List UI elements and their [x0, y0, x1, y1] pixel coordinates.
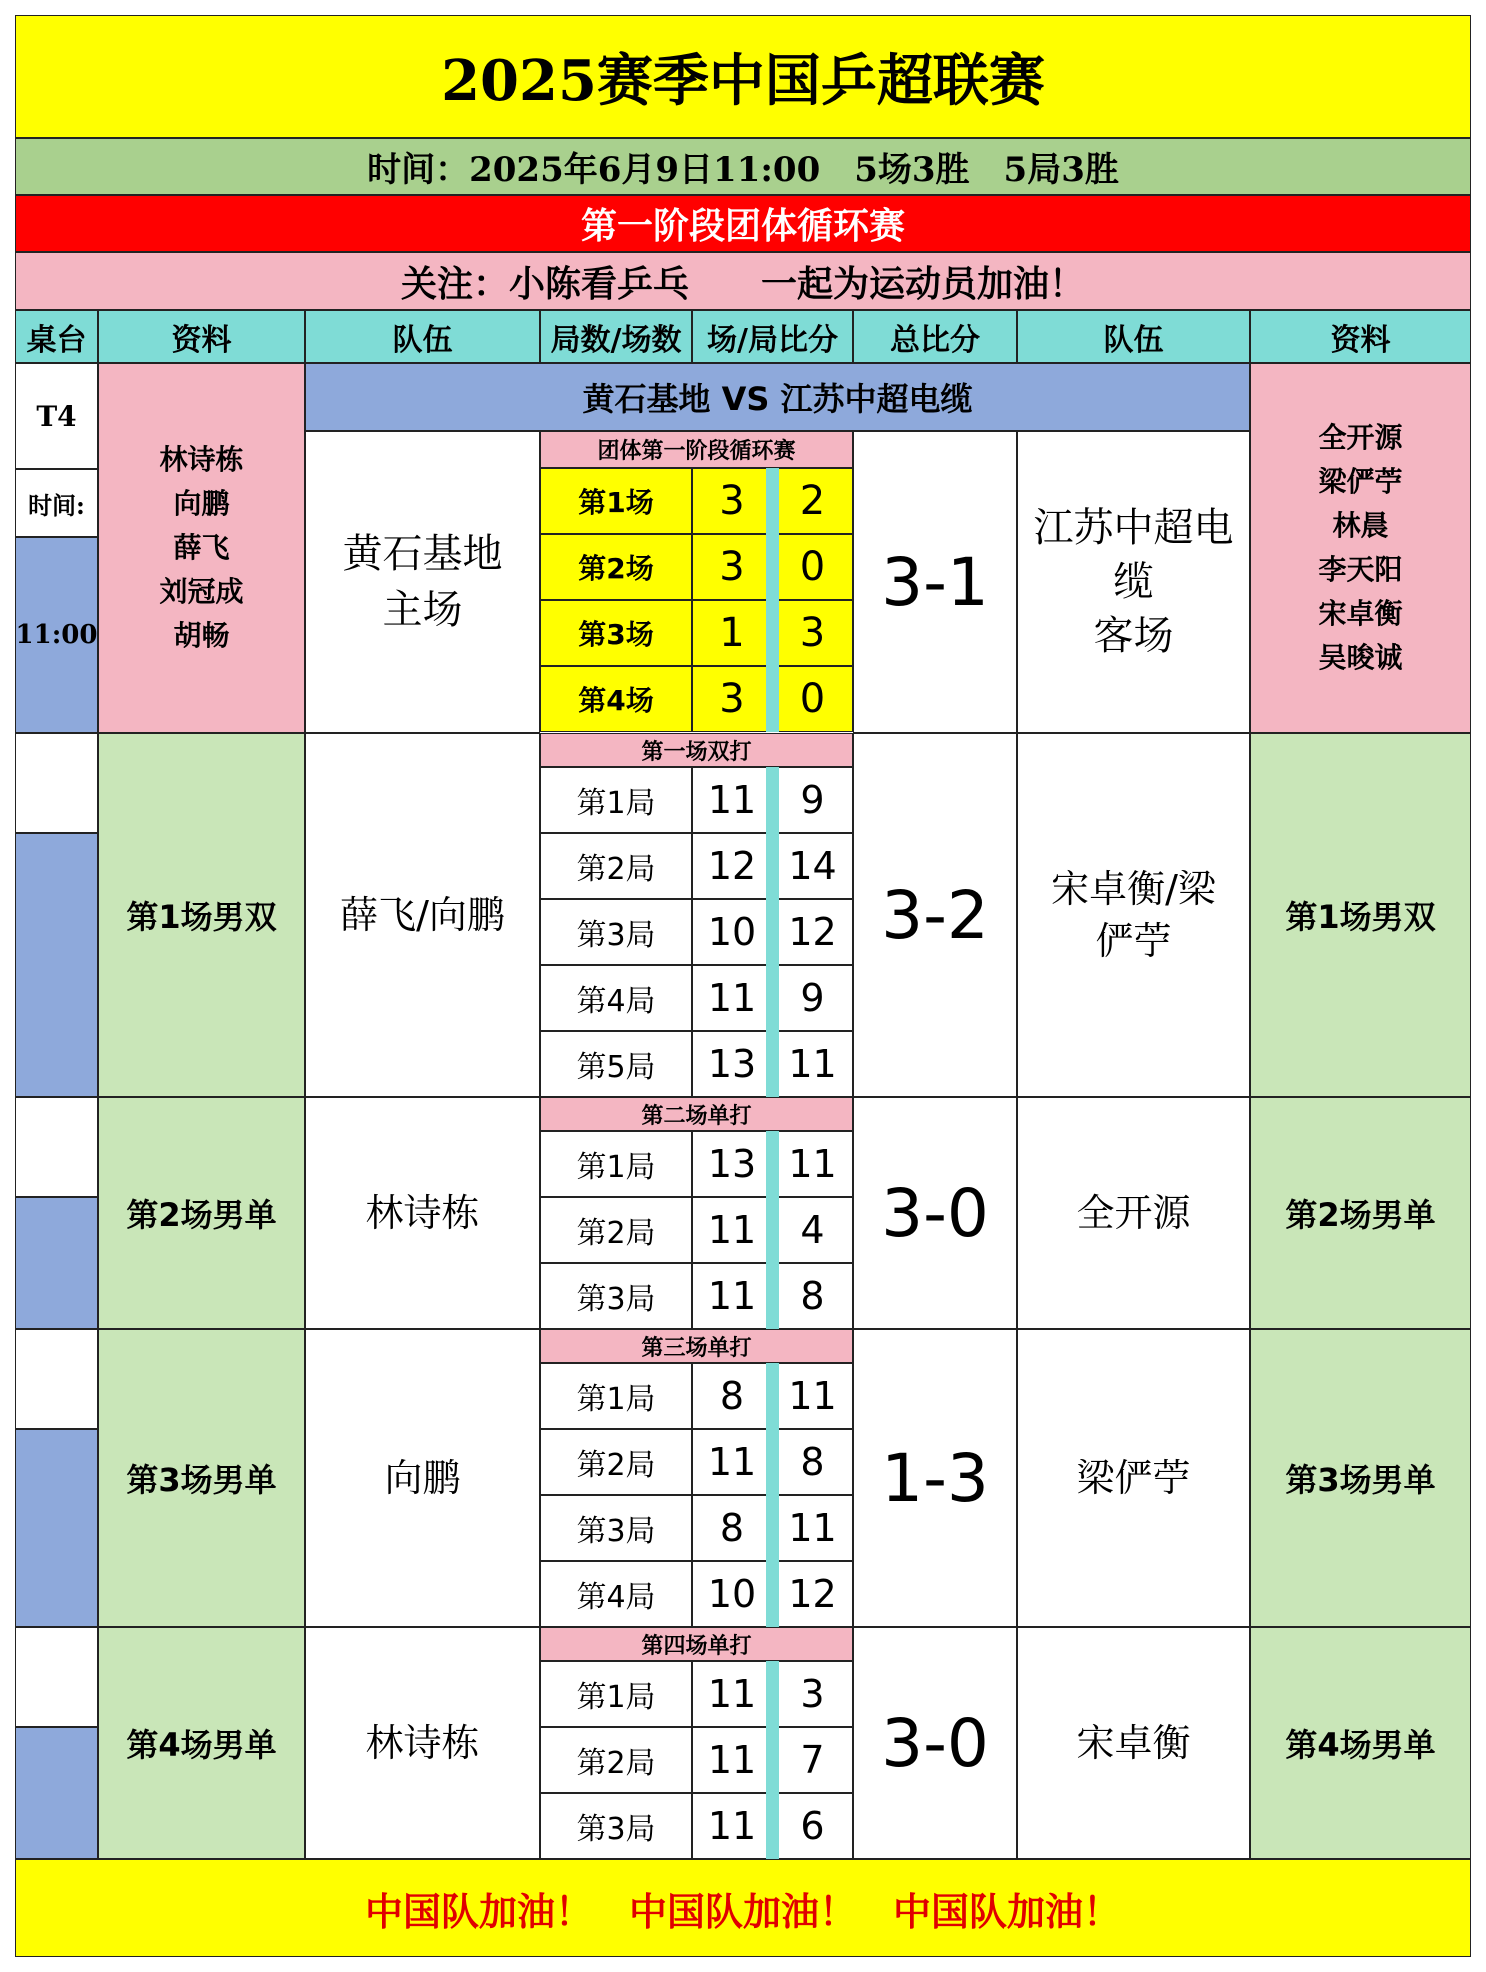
game-label: 第1局 [540, 1661, 692, 1727]
text-line: 向鹏 [173, 487, 230, 520]
cheer-footer [15, 1859, 1471, 1957]
away-player-list [1250, 363, 1471, 733]
total-col-header: 总比分 [853, 310, 1017, 363]
match-row-label: 第1场 [540, 468, 692, 534]
text-line: 李天阳 [1318, 553, 1403, 586]
text-line: 薛飞 [173, 531, 230, 564]
away-game-score: 4 [772, 1197, 853, 1263]
match-row-label: 第2场 [540, 534, 692, 600]
score-divider [766, 1131, 779, 1329]
match-title-right: 第4场男单 [1250, 1627, 1471, 1859]
text-line: 缆 [1113, 559, 1154, 605]
team-col-header-right: 队伍 [1017, 310, 1250, 363]
away-match-score: 3 [772, 600, 853, 666]
home-game-score: 11 [692, 1263, 772, 1329]
away-game-score: 11 [772, 1363, 853, 1429]
away-player [1017, 1097, 1250, 1329]
text-line: 林诗栋 [365, 1191, 480, 1235]
home-game-score: 11 [692, 1661, 772, 1727]
game-label: 第2局 [540, 1429, 692, 1495]
match-title-right: 第3场男单 [1250, 1329, 1471, 1627]
away-game-score: 6 [772, 1793, 853, 1859]
home-game-score: 11 [692, 1727, 772, 1793]
game-label: 第2局 [540, 1727, 692, 1793]
text-line: 刘冠成 [159, 575, 244, 608]
away-player [1017, 1329, 1250, 1627]
home-game-score: 8 [692, 1363, 772, 1429]
team-col-header-left: 队伍 [305, 310, 540, 363]
away-game-score: 11 [772, 1495, 853, 1561]
home-player [305, 733, 540, 1097]
text-line: 宋卓衡 [1318, 597, 1403, 630]
time-slot [15, 1329, 98, 1429]
game-label: 第3局 [540, 1263, 692, 1329]
cheer-text: 中国队加油！ [893, 1889, 1122, 1934]
score-divider [766, 767, 779, 1097]
matchup-title: 黄石基地 VS 江苏中超电缆 [305, 363, 1250, 431]
match-title-right: 第1场男双 [1250, 733, 1471, 1097]
text-line: 胡畅 [173, 619, 230, 652]
text-line: 宋卓衡 [1076, 1721, 1191, 1765]
away-game-score: 12 [772, 899, 853, 965]
text-line: 吴晙诚 [1318, 641, 1403, 674]
team-stage-header: 团体第一阶段循环赛 [540, 431, 853, 468]
home-game-score: 10 [692, 1561, 772, 1627]
home-match-score: 3 [692, 534, 772, 600]
match-total-score: 1-3 [853, 1329, 1017, 1627]
match-title-left: 第2场男单 [98, 1097, 305, 1329]
home-game-score: 13 [692, 1031, 772, 1097]
text-line: 林晨 [1332, 509, 1389, 542]
text-line: 梁俨苧 [1076, 1456, 1191, 1500]
text-line: 林诗栋 [159, 443, 244, 476]
match-total-score: 3-0 [853, 1627, 1017, 1859]
away-match-score: 2 [772, 468, 853, 534]
time-slot-fill [15, 1727, 98, 1859]
game-label: 第5局 [540, 1031, 692, 1097]
cheer-text: 中国队加油！ [628, 1889, 857, 1934]
game-label: 第4局 [540, 965, 692, 1031]
away-game-score: 8 [772, 1263, 853, 1329]
home-match-score: 1 [692, 600, 772, 666]
home-player-list [98, 363, 305, 733]
text-line: 薛飞/向鹏 [340, 893, 505, 937]
home-game-score: 11 [692, 767, 772, 833]
game-label: 第1局 [540, 767, 692, 833]
match-row-label: 第3场 [540, 600, 692, 666]
match-title-left: 第1场男双 [98, 733, 305, 1097]
away-team-name [1017, 431, 1250, 733]
game-label: 第3局 [540, 1793, 692, 1859]
text-line: 梁俨苧 [1318, 465, 1403, 498]
text-line: 俨苧 [1095, 919, 1172, 963]
info-col-header-left: 资料 [98, 310, 305, 363]
home-game-score: 13 [692, 1131, 772, 1197]
away-game-score: 3 [772, 1661, 853, 1727]
match-title-left: 第3场男单 [98, 1329, 305, 1627]
game-label: 第1局 [540, 1363, 692, 1429]
away-match-score: 0 [772, 666, 853, 732]
time-slot [15, 1627, 98, 1727]
table-number: T4 [15, 363, 98, 469]
match-row-label: 第4场 [540, 666, 692, 732]
ratio-col-header: 场/局比分 [692, 310, 853, 363]
home-match-score: 3 [692, 666, 772, 732]
time-slot-fill [15, 833, 98, 1097]
match-header: 第四场单打 [540, 1627, 853, 1661]
text-line: 黄石基地 [342, 531, 503, 577]
away-match-score: 0 [772, 534, 853, 600]
away-game-score: 11 [772, 1131, 853, 1197]
home-game-score: 11 [692, 1793, 772, 1859]
text-line: 客场 [1093, 613, 1174, 659]
home-game-score: 12 [692, 833, 772, 899]
page-title: 2025赛季中国乒超联赛 [15, 15, 1471, 138]
score-divider [766, 1363, 779, 1627]
info-col-header-right: 资料 [1250, 310, 1471, 363]
text-line: 全开源 [1076, 1191, 1191, 1235]
team-total-score: 3-1 [853, 431, 1017, 733]
match-header: 第一场双打 [540, 733, 853, 767]
text-line: 宋卓衡/梁 [1051, 867, 1216, 911]
text-line: 向鹏 [384, 1456, 461, 1500]
away-game-score: 9 [772, 767, 853, 833]
away-player [1017, 733, 1250, 1097]
home-game-score: 11 [692, 1429, 772, 1495]
table-col-header: 桌台 [15, 310, 98, 363]
match-header: 第三场单打 [540, 1329, 853, 1363]
home-player [305, 1329, 540, 1627]
game-label: 第2局 [540, 1197, 692, 1263]
home-game-score: 11 [692, 1197, 772, 1263]
time-slot [15, 733, 98, 833]
stage-bar: 第一阶段团体循环赛 [15, 195, 1471, 252]
text-line: 主场 [382, 587, 463, 633]
game-label: 第2局 [540, 833, 692, 899]
match-total-score: 3-2 [853, 733, 1017, 1097]
away-player [1017, 1627, 1250, 1859]
away-game-score: 12 [772, 1561, 853, 1627]
match-header: 第二场单打 [540, 1097, 853, 1131]
time-value: 11:00 [15, 537, 98, 733]
score-divider [766, 468, 779, 732]
home-player [305, 1627, 540, 1859]
text-line: 江苏中超电 [1033, 505, 1234, 551]
home-game-score: 11 [692, 965, 772, 1031]
time-slot-fill [15, 1197, 98, 1329]
match-title-left: 第4场男单 [98, 1627, 305, 1859]
home-game-score: 8 [692, 1495, 772, 1561]
text-line: 全开源 [1318, 421, 1403, 454]
away-game-score: 7 [772, 1727, 853, 1793]
home-match-score: 3 [692, 468, 772, 534]
time-label: 时间: [15, 469, 98, 537]
time-slot-fill [15, 1429, 98, 1627]
info-bar: 时间：2025年6月9日11:00 5场3胜 5局3胜 [15, 138, 1471, 195]
game-label: 第1局 [540, 1131, 692, 1197]
home-player [305, 1097, 540, 1329]
score-divider [766, 1661, 779, 1859]
away-game-score: 9 [772, 965, 853, 1031]
text-line: 林诗栋 [365, 1721, 480, 1765]
time-slot [15, 1097, 98, 1197]
game-label: 第3局 [540, 899, 692, 965]
away-game-score: 8 [772, 1429, 853, 1495]
game-label: 第4局 [540, 1561, 692, 1627]
count-col-header: 局数/场数 [540, 310, 692, 363]
game-label: 第3局 [540, 1495, 692, 1561]
away-game-score: 14 [772, 833, 853, 899]
match-total-score: 3-0 [853, 1097, 1017, 1329]
home-team-name [305, 431, 540, 733]
match-title-right: 第2场男单 [1250, 1097, 1471, 1329]
cheer-text: 中国队加油！ [364, 1889, 593, 1934]
follow-bar: 关注：小陈看乒乓 一起为运动员加油！ [15, 252, 1471, 310]
home-game-score: 10 [692, 899, 772, 965]
away-game-score: 11 [772, 1031, 853, 1097]
